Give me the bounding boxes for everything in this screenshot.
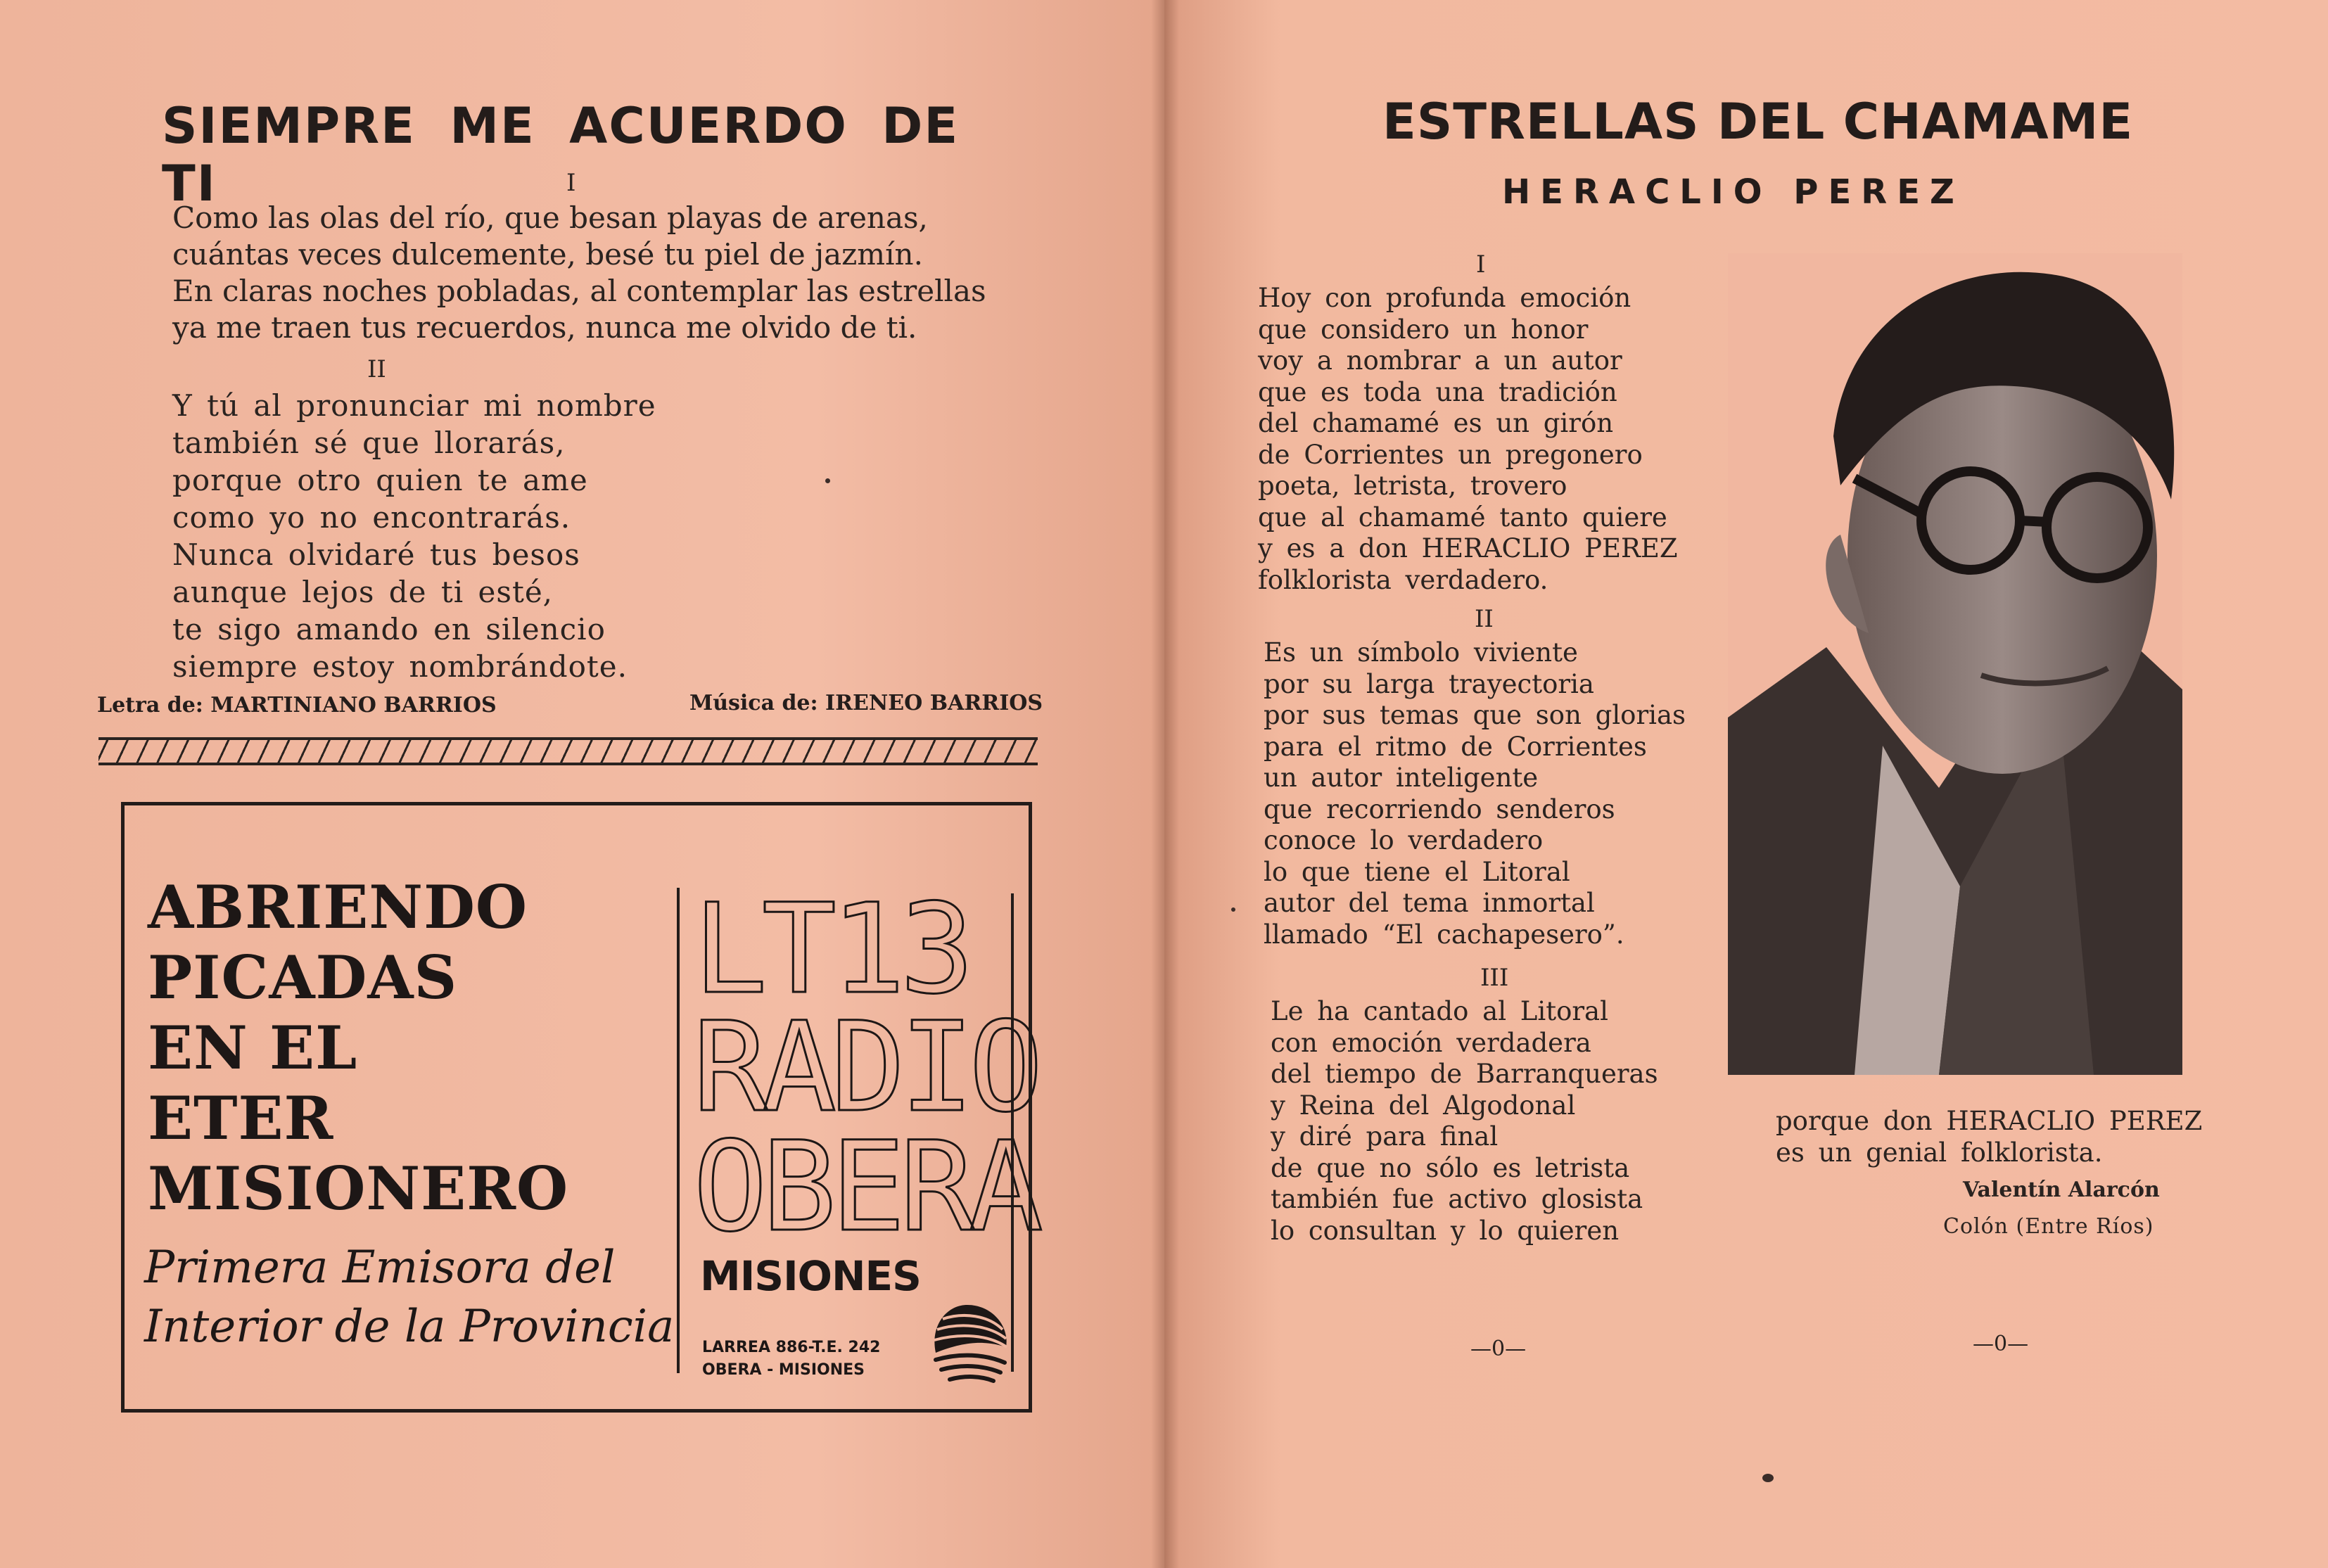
paper-speck [1231,907,1235,912]
paper-speck [1762,1474,1774,1482]
ornamental-border [98,737,1038,765]
verse-line: porque don HERACLIO PEREZ [1776,1106,2203,1136]
lyrics-credit: Letra de: MARTINIANO BARRIOS [97,693,497,718]
poem-author: Valentín Alarcón [1963,1178,2160,1202]
ad-headline [148,872,568,1224]
verse-line: con emoción verdadera [1271,1027,1591,1058]
section-separator: —0— [1470,1337,1527,1361]
verse-line: poeta, letrista, trovero [1258,471,1567,501]
verse-line: Es un símbolo viviente [1264,637,1578,668]
author-place: Colón (Entre Ríos) [1943,1214,2154,1239]
verse-line: folklorista verdadero. [1258,564,1548,595]
ad-tagline [144,1238,674,1356]
verse-line: autor del tema inmortal [1264,888,1595,918]
page-title: ESTRELLAS DEL CHAMAME [1382,93,2134,151]
verse-line: Hoy con profunda emoción [1258,283,1631,313]
verse-line: En claras noches pobladas, al contemplar las estrellas [172,274,986,308]
address-line: OBERA - MISIONES [702,1361,865,1379]
book-gutter [1151,0,1179,1568]
stanza-numeral: I [1476,250,1486,279]
ad-divider [677,888,680,1373]
verse-line: y es a don HERACLIO PEREZ [1258,533,1678,563]
paper-speck [825,478,830,483]
verse-line: cuántas veces dulcemente, besé tu piel de jazmín. [172,237,923,272]
address-line: LARREA 886-T.E. 242 [702,1339,881,1356]
music-credit: Música de: IRENEO BARRIOS [689,691,1043,715]
page-subtitle: HERACLIO PEREZ [1502,172,1964,212]
poem-stanza-1 [1258,283,1678,596]
verse-line: lo consultan y lo quieren [1271,1215,1620,1246]
verse-line: voy a nombrar a un autor [1258,345,1622,376]
verse-line: por su larga trayectoria [1264,668,1594,699]
verse-line: aunque lejos de ti esté, [172,575,554,609]
station-logo-icon [922,1298,1013,1389]
station-name: RADIO [693,995,1038,1140]
station-address [702,1337,880,1382]
stanza-numeral: II [1475,605,1494,633]
section-separator: —0— [1973,1332,2029,1356]
verse-line: que al chamamé tanto quiere [1258,502,1667,533]
stanza-numeral: I [566,169,576,197]
verse-line: porque otro quien te ame [172,463,588,497]
verse-line: Le ha cantado al Litoral [1271,996,1608,1026]
ad-tagline-line: Interior de la Provincia [144,1301,675,1353]
verse-line: que recorriendo senderos [1264,793,1615,824]
verse-line: de Corrientes un pregonero [1258,439,1643,470]
verse-line: llamado “El cachapesero”. [1264,919,1624,950]
verse-line: lo que tiene el Litoral [1264,856,1570,887]
verse-line: y diré para final [1271,1121,1499,1152]
verse-line: del chamamé es un girón [1258,408,1614,438]
song-title: SIEMPRE ME ACUERDO DE TI [162,97,960,212]
verse-line: Como las olas del río, que besan playas de arenas, [172,200,928,235]
verse-line: conoce lo verdadero [1264,825,1544,855]
verse-line: y Reina del Algodonal [1271,1090,1576,1121]
song-stanza-1 [172,200,986,346]
verse-line: es un genial folklorista. [1776,1137,2103,1168]
verse-line: que considero un honor [1258,314,1589,345]
verse-line: un autor inteligente [1264,763,1539,793]
ad-headline-line: ABRIENDO [148,872,528,942]
verse-line: Nunca olvidaré tus besos [172,537,580,572]
verse-line: del tiempo de Barranqueras [1271,1059,1658,1089]
verse-line: que es toda una tradición [1258,376,1617,407]
verse-line: te sigo amando en silencio [172,612,606,646]
verse-line: también fue activo glosista [1271,1184,1643,1214]
ad-headline-line: ETER [148,1083,334,1153]
poem-closing [1776,1106,2202,1168]
ad-headline-line: EN EL [148,1013,358,1083]
verse-line: siempre estoy nombrándote. [172,649,628,684]
stanza-numeral: III [1480,964,1509,992]
verse-line: ya me traen tus recuerdos, nunca me olvido de ti. [172,310,917,345]
verse-line: para el ritmo de Corrientes [1264,731,1647,762]
station-city: OBERA [693,1115,1038,1259]
ad-headline-line: PICADAS [148,943,458,1012]
song-stanza-2 [172,387,656,685]
station-callsign: LT13 [693,877,969,1021]
poem-stanza-3 [1271,996,1658,1247]
station-region: MISIONES [700,1252,921,1300]
portrait-photo [1728,253,2182,1075]
verse-line: por sus temas que son glorias [1264,700,1686,730]
poem-stanza-2 [1264,637,1686,950]
verse-line: como yo no encontrarás. [172,500,571,535]
ad-headline-line: MISIONERO [148,1154,569,1223]
ad-tagline-line: Primera Emisora del [144,1242,616,1294]
verse-line: también sé que llorarás, [172,426,566,460]
verse-line: Y tú al pronunciar mi nombre [172,388,656,423]
verse-line: de que no sólo es letrista [1271,1152,1630,1183]
stanza-numeral: II [367,355,386,383]
